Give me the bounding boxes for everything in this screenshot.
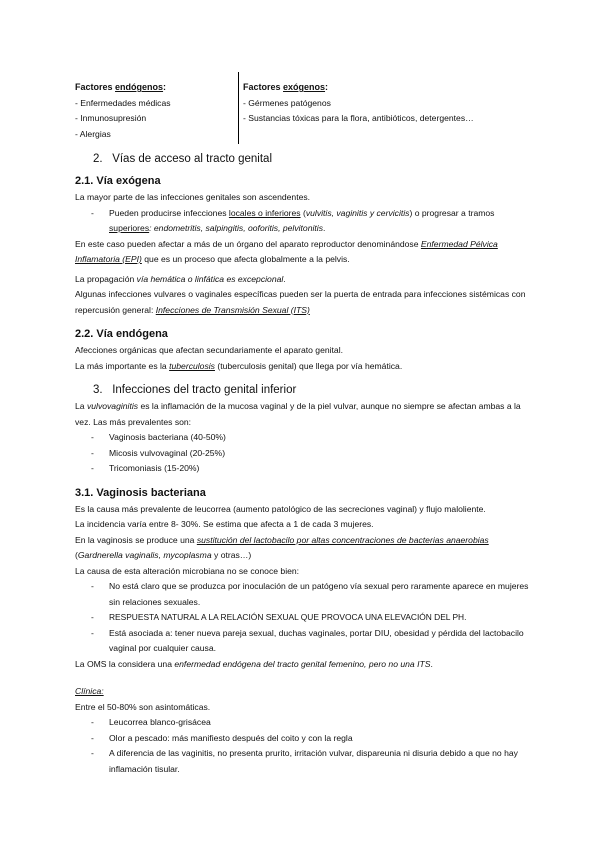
bullet-list [75, 715, 535, 777]
paragraph: La causa de esta alteración microbiana no se conoce bien: [75, 565, 300, 576]
list-item: - Inmunosupresión [75, 113, 147, 123]
list-item: - Tricomoniasis (15-20%) [75, 461, 535, 477]
paragraph: La mayor parte de las infecciones genitales son ascendentes. [75, 192, 311, 202]
bullet-list [75, 430, 535, 477]
list-item: - Alergias [75, 128, 111, 139]
paragraph: En este caso pueden afectar a más de un órgano del aparato reproductor denominándose Enfermedad Pélvica Inflamatoria (EPI) que es un proceso que afecta globalmente a la pelvis. [75, 238, 498, 264]
factores-exogenos-heading: Factores exógenos: [243, 82, 329, 92]
section-2-2-heading: 2.2. Vía endógena [75, 328, 168, 340]
paragraph: Es la causa más prevalente de leucorrea (aumento patológico de las secreciones vaginal) y flujo maloliente. [75, 503, 486, 514]
section-3-heading: 3. Infecciones del tracto genital inferior [93, 384, 297, 396]
paragraph: Algunas infecciones vulvares o vaginales específicas pueden ser la puerta de entrada para infecciones sistémicas con repercusión general: Infecciones de Transmisión Sexual (ITS) [75, 289, 526, 315]
bullet-list [75, 206, 535, 237]
factores-endogenos-heading: Factores endógenos: [75, 82, 167, 92]
factores-exogenos [243, 80, 543, 127]
factores-endogenos [75, 80, 235, 142]
list-item: - Sustancias tóxicas para la flora, antibióticos, detergentes… [243, 113, 474, 123]
paragraph: En la vaginosis se produce una sustitución del lactobacilo por altas concentraciones de bacterias anaerobias (Gardnerella vaginalis, mycoplasma y otras…) [75, 534, 489, 560]
list-item: - Vaginosis bacteriana (40-50%) [75, 430, 535, 446]
list-item: - Olor a pescado: más manifiesto después del coito y con la regla [75, 731, 535, 747]
list-item: - Micosis vulvovaginal (20-25%) [75, 446, 535, 462]
list-item: - Leucorrea blanco-grisácea [75, 715, 535, 731]
section-3-1-heading: 3.1. Vaginosis bacteriana [75, 486, 206, 499]
list-item: - RESPUESTA NATURAL A LA RELACIÓN SEXUAL QUE PROVOCA UNA ELEVACIÓN DEL PH. [75, 610, 535, 626]
list-item: - Gérmenes patógenos [243, 97, 331, 108]
list-item: - A diferencia de las vaginitis, no presenta prurito, irritación vulvar, dispareunia ni disuria debido a que no hay inflamación tisular. [75, 746, 535, 777]
list-item: - Está asociada a: tener nueva pareja sexual, duchas vaginales, portar DIU, obesidad y pérdida del lactobacilo vaginal por cualquier causa. [75, 626, 535, 657]
clinica-heading: Clínica: [75, 686, 104, 696]
paragraph: Afecciones orgánicas que afectan secundariamente el aparato genital. [75, 345, 344, 355]
bullet-list [75, 579, 535, 657]
section-2-heading: 2. Vías de acceso al tracto genital [93, 153, 273, 165]
document-body [75, 150, 535, 777]
list-item: - Enfermedades médicas [75, 97, 171, 108]
paragraph: Entre el 50-80% son asintomáticas. [75, 701, 211, 712]
list-item: - No está claro que se produzca por inoculación de un patógeno vía sexual pero raramente aparece en mujeres sin relaciones sexuales. [75, 579, 535, 610]
paragraph: La vulvovaginitis es la inflamación de la mucosa vaginal y de la piel vulvar, aunque no siempre se afectan ambas a la vez. Las más prevalentes son: [75, 401, 521, 427]
list-item: - Pueden producirse infecciones locales o inferiores (vulvitis, vaginitis y cervicitis) o progresar a tramos superiores: endometritis, salpingitis, ooforitis, pelvitonitis. [75, 206, 535, 237]
section-2-1-heading: 2.1. Vía exógena [75, 175, 161, 187]
paragraph: La incidencia varía entre 8- 30%. Se estima que afecta a 1 de cada 3 mujeres. [75, 519, 374, 529]
paragraph: La OMS la considera una enfermedad endógena del tracto genital femenino, pero no una ITS. [75, 658, 433, 669]
column-divider [238, 72, 239, 144]
paragraph: La más importante es la tuberculosis (tuberculosis genital) que llega por vía hemática. [75, 360, 403, 371]
paragraph: La propagación vía hemática o linfática es excepcional. [75, 273, 286, 284]
